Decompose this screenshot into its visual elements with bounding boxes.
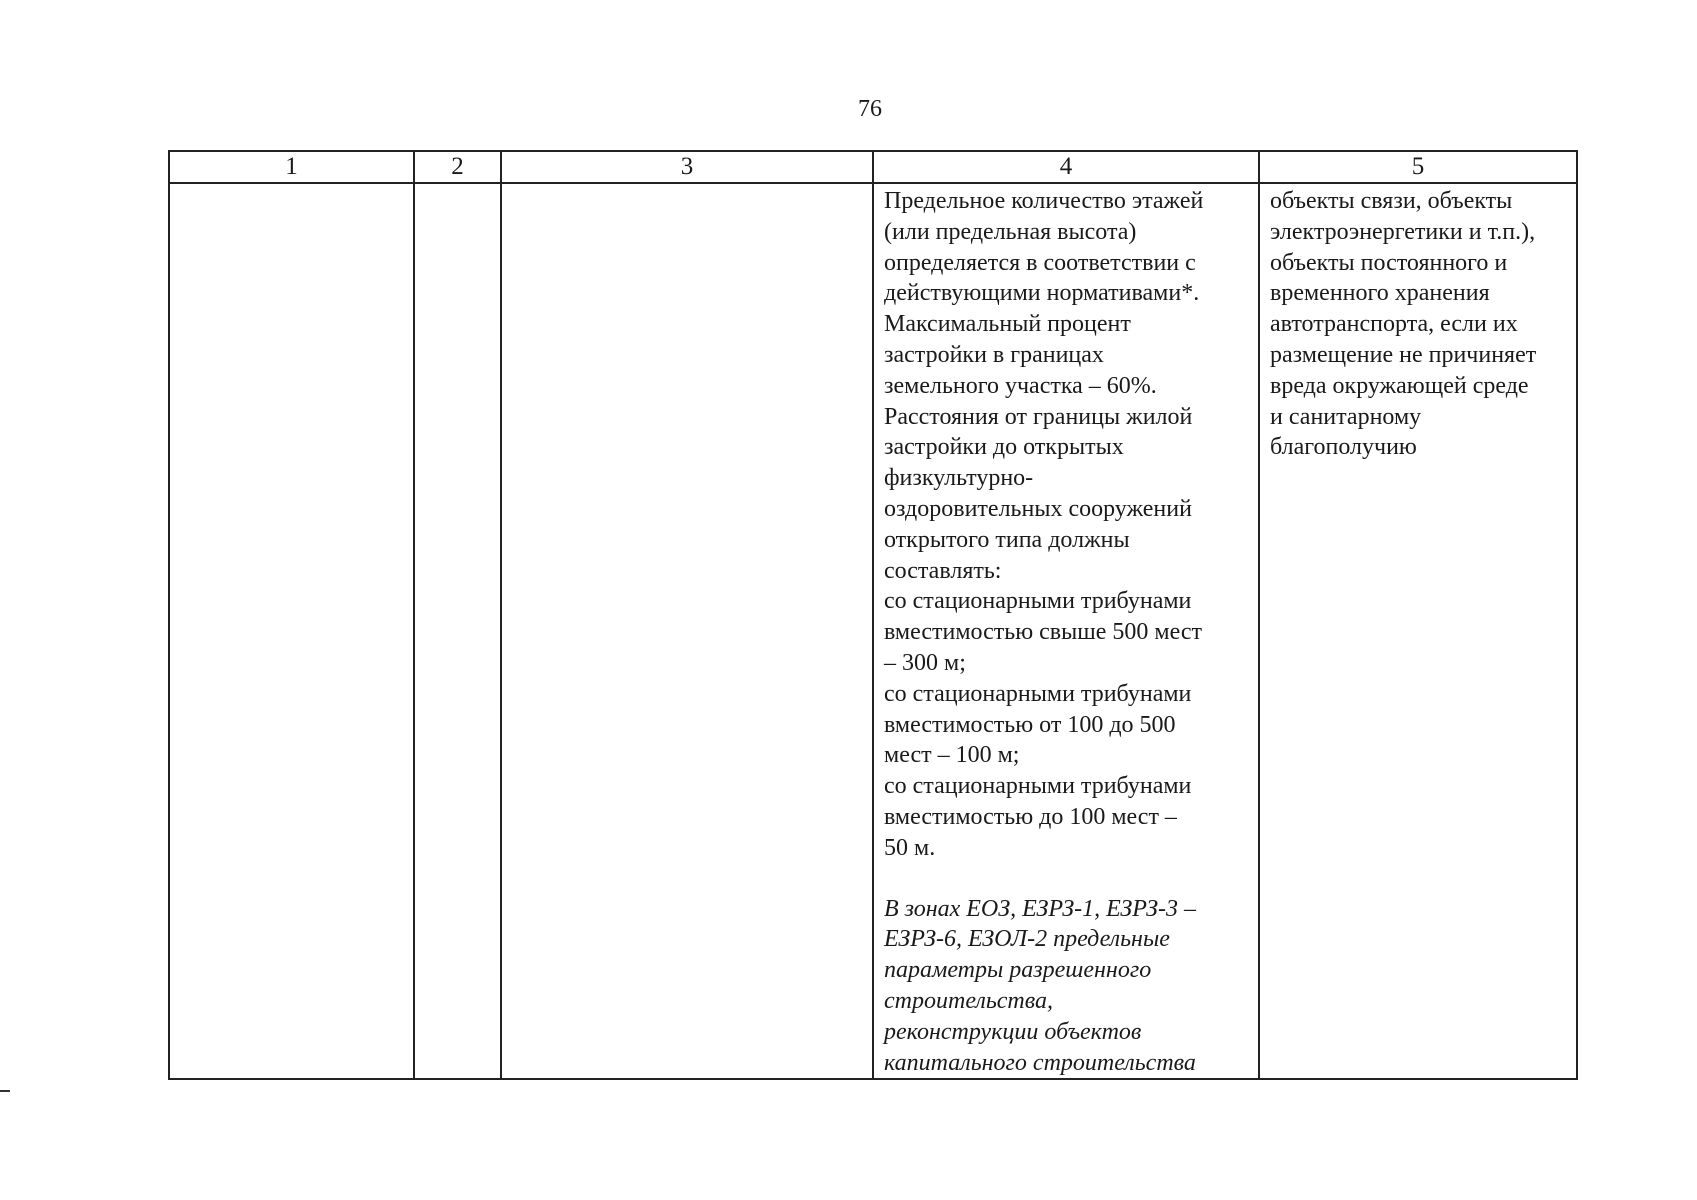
column-header-5: 5 <box>1259 151 1577 183</box>
cell-col-5 <box>1259 183 1577 1079</box>
column-header-3: 3 <box>501 151 873 183</box>
text-line: застройки в границах <box>884 341 1104 368</box>
italic-text-line: В зонах ЕОЗ, ЕЗРЗ-1, ЕЗРЗ-3 – <box>884 895 1197 922</box>
text-line: физкультурно- <box>884 465 1034 492</box>
cell-col-1 <box>169 183 414 1079</box>
italic-text-line: реконструкции объектов <box>884 1018 1142 1045</box>
text-line: 50 м. <box>884 834 936 861</box>
text-line: Максимальный процент <box>884 311 1131 338</box>
text-line: оздоровительных сооружений <box>884 495 1192 522</box>
cell-col-3 <box>501 183 873 1079</box>
objects-text <box>1260 184 1576 463</box>
text-line: электроэнергетики и т.п.), <box>1270 218 1536 245</box>
text-line: действующими нормативами*. <box>884 280 1200 307</box>
text-line: со стационарными трибунами <box>884 588 1192 615</box>
text-line: земельного участка – 60%. <box>884 372 1157 399</box>
text-line: размещение не причиняет <box>1270 341 1537 368</box>
text-line: застройки до открытых <box>884 434 1124 461</box>
italic-text-line: капитального строительства <box>884 1049 1196 1076</box>
table-row <box>169 183 1577 1079</box>
text-line: мест – 100 м; <box>884 742 1020 769</box>
text-line: вместимостью до 100 мест – <box>884 803 1177 830</box>
text-line: благополучию <box>1270 434 1417 461</box>
text-line: определяется в соответствии с <box>884 249 1196 276</box>
text-line: (или предельная высота) <box>884 218 1137 245</box>
margin-mark <box>0 1090 10 1092</box>
italic-text-line: ЕЗРЗ-6, ЕЗОЛ-2 предельные <box>884 926 1170 953</box>
text-line: открытого типа должны <box>884 526 1130 553</box>
parameters-text <box>884 186 1250 864</box>
italic-text-line: строительства, <box>884 987 1053 1014</box>
text-line: – 300 м; <box>884 649 966 676</box>
italic-text-line: параметры разрешенного <box>884 957 1152 984</box>
column-header-1: 1 <box>169 151 414 183</box>
text-line: Предельное количество этажей <box>884 188 1204 214</box>
cell-col-4 <box>873 183 1259 1079</box>
column-header-2: 2 <box>414 151 501 183</box>
header-row <box>169 151 1577 183</box>
text-line: вместимостью свыше 500 мест <box>884 619 1202 646</box>
text-line: объекты постоянного и <box>1270 249 1508 276</box>
zones-note-text <box>884 894 1250 1079</box>
text-line: временного хранения <box>1270 280 1490 307</box>
text-line: составлять: <box>884 557 1002 584</box>
text-line: автотранспорта, если их <box>1270 311 1518 338</box>
text-line: вместимостью от 100 до 500 <box>884 711 1176 738</box>
text-line: Расстояния от границы жилой <box>884 403 1193 430</box>
text-line: со стационарными трибунами <box>884 680 1192 707</box>
page-number: 76 <box>858 96 882 122</box>
column-header-4: 4 <box>873 151 1259 183</box>
regulations-table <box>168 150 1578 1080</box>
text-line: вреда окружающей среде <box>1270 372 1529 399</box>
text-line: со стационарными трибунами <box>884 773 1192 800</box>
text-line: и санитарному <box>1270 403 1422 430</box>
text-line: объекты связи, объекты <box>1270 188 1513 214</box>
cell-col-2 <box>414 183 501 1079</box>
